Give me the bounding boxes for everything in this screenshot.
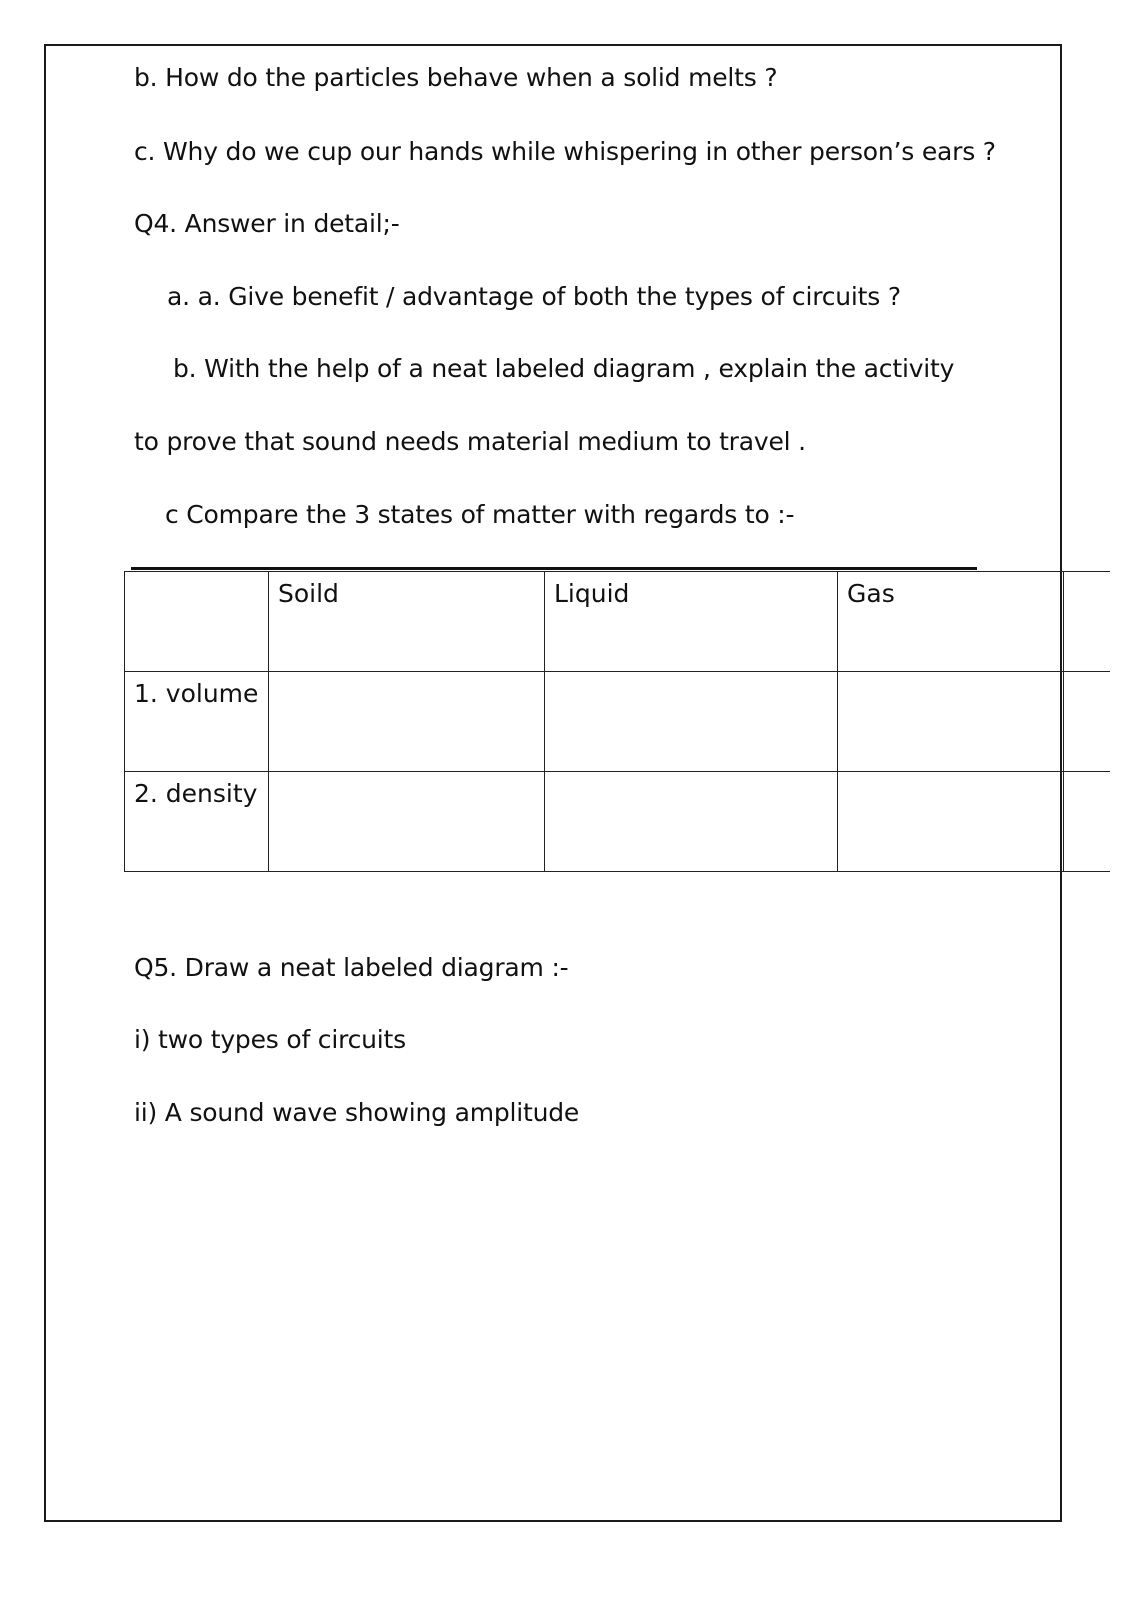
table-cell bbox=[269, 772, 545, 872]
question-4b-line-1: b. With the help of a neat labeled diagram , explain the activity bbox=[173, 354, 955, 383]
table-row-label: 1. volume bbox=[125, 672, 269, 772]
table-row bbox=[125, 772, 1110, 872]
states-of-matter-table bbox=[124, 571, 1110, 872]
table-top-rule bbox=[131, 567, 977, 570]
table-header-row bbox=[125, 572, 1110, 672]
table-header-extra bbox=[1064, 572, 1110, 672]
question-4c: c Compare the 3 states of matter with regards to :- bbox=[165, 500, 795, 529]
table-header-blank bbox=[125, 572, 269, 672]
table-cell bbox=[1064, 772, 1110, 872]
table-cell bbox=[838, 772, 1064, 872]
question-5-i: i) two types of circuits bbox=[134, 1025, 406, 1054]
table-row-label: 2. density bbox=[125, 772, 269, 872]
question-4-heading: Q4. Answer in detail;- bbox=[134, 209, 400, 238]
question-3b: b. How do the particles behave when a solid melts ? bbox=[134, 63, 778, 92]
table-cell bbox=[545, 772, 838, 872]
question-4b-line-2: to prove that sound needs material medium to travel . bbox=[134, 427, 806, 456]
table-header-liquid: Liquid bbox=[545, 572, 838, 672]
table-row bbox=[125, 672, 1110, 772]
table-cell bbox=[838, 672, 1064, 772]
question-5-ii: ii) A sound wave showing amplitude bbox=[134, 1098, 580, 1127]
question-4a: a. a. Give benefit / advantage of both the types of circuits ? bbox=[167, 282, 901, 311]
table-cell bbox=[269, 672, 545, 772]
table-cell bbox=[1064, 672, 1110, 772]
question-3c: c. Why do we cup our hands while whispering in other person’s ears ? bbox=[134, 137, 996, 166]
table-header-solid: Soild bbox=[269, 572, 545, 672]
table-cell bbox=[545, 672, 838, 772]
table-header-gas: Gas bbox=[838, 572, 1064, 672]
question-5-heading: Q5. Draw a neat labeled diagram :- bbox=[134, 953, 569, 982]
